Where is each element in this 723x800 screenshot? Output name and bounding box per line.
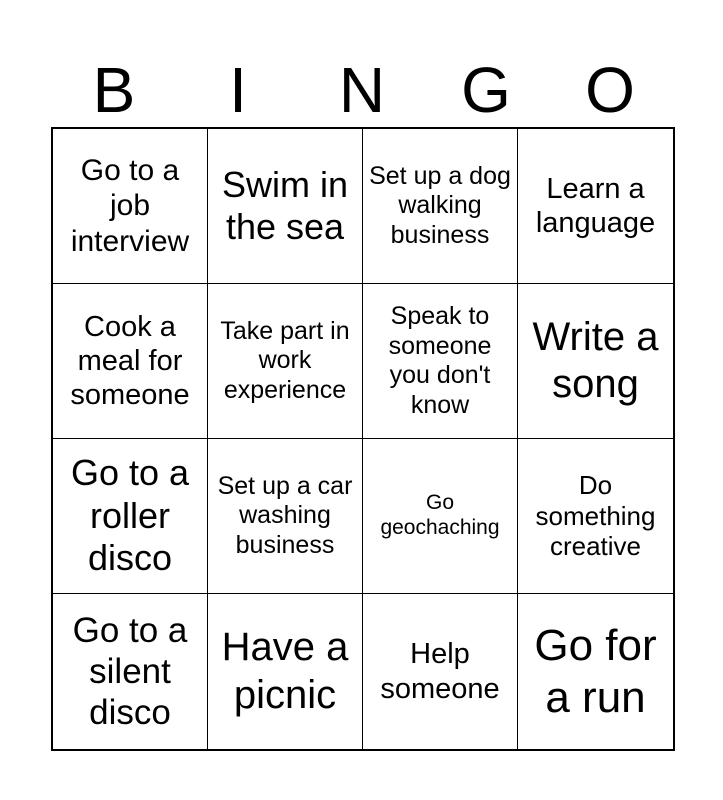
bingo-cell-text: Take part in work experience bbox=[220, 316, 350, 404]
bingo-cell[interactable] bbox=[208, 439, 363, 594]
bingo-cell-text: Set up a car washing business bbox=[217, 471, 353, 559]
bingo-cell-text: Go geochaching bbox=[380, 491, 500, 539]
bingo-header bbox=[52, 52, 672, 128]
header-letter-o: O bbox=[585, 54, 635, 126]
bingo-cell[interactable] bbox=[363, 594, 518, 749]
bingo-cell-text: Go to a silent disco bbox=[72, 610, 188, 733]
bingo-cell-text: Swim in the sea bbox=[221, 163, 349, 247]
bingo-cell[interactable] bbox=[53, 284, 208, 439]
bingo-cell-text: Learn a language bbox=[535, 172, 656, 239]
bingo-cell-text: Cook a meal for someone bbox=[70, 310, 190, 412]
bingo-card bbox=[51, 127, 675, 751]
bingo-cell-text: Go for a run bbox=[534, 620, 657, 722]
bingo-cell-text: Go to a job interview bbox=[70, 153, 190, 258]
bingo-cell[interactable] bbox=[53, 129, 208, 284]
bingo-cell[interactable] bbox=[518, 594, 673, 749]
header-letter-i: I bbox=[229, 54, 247, 126]
bingo-cell[interactable] bbox=[208, 594, 363, 749]
bingo-cell-text: Help someone bbox=[380, 638, 500, 705]
header-letter-n: N bbox=[338, 54, 386, 126]
header-letter-g: G bbox=[461, 54, 511, 126]
bingo-cell-text: Speak to someone you don't know bbox=[388, 302, 492, 419]
bingo-cell-text: Write a song bbox=[532, 314, 659, 406]
bingo-cell[interactable] bbox=[363, 284, 518, 439]
bingo-cell-text: Have a picnic bbox=[221, 625, 349, 717]
bingo-cell-text: Do something creative bbox=[535, 469, 656, 562]
bingo-cell[interactable] bbox=[53, 594, 208, 749]
bingo-cell[interactable] bbox=[208, 129, 363, 284]
bingo-cell[interactable] bbox=[518, 129, 673, 284]
bingo-cell[interactable] bbox=[363, 439, 518, 594]
bingo-cell[interactable] bbox=[363, 129, 518, 284]
bingo-cell-text: Set up a dog walking business bbox=[369, 161, 511, 249]
bingo-cell-text: Go to a roller disco bbox=[70, 452, 190, 579]
bingo-cell[interactable] bbox=[518, 284, 673, 439]
bingo-cell[interactable] bbox=[53, 439, 208, 594]
header-letter-b: B bbox=[92, 54, 136, 126]
bingo-cell[interactable] bbox=[208, 284, 363, 439]
bingo-cell[interactable] bbox=[518, 439, 673, 594]
